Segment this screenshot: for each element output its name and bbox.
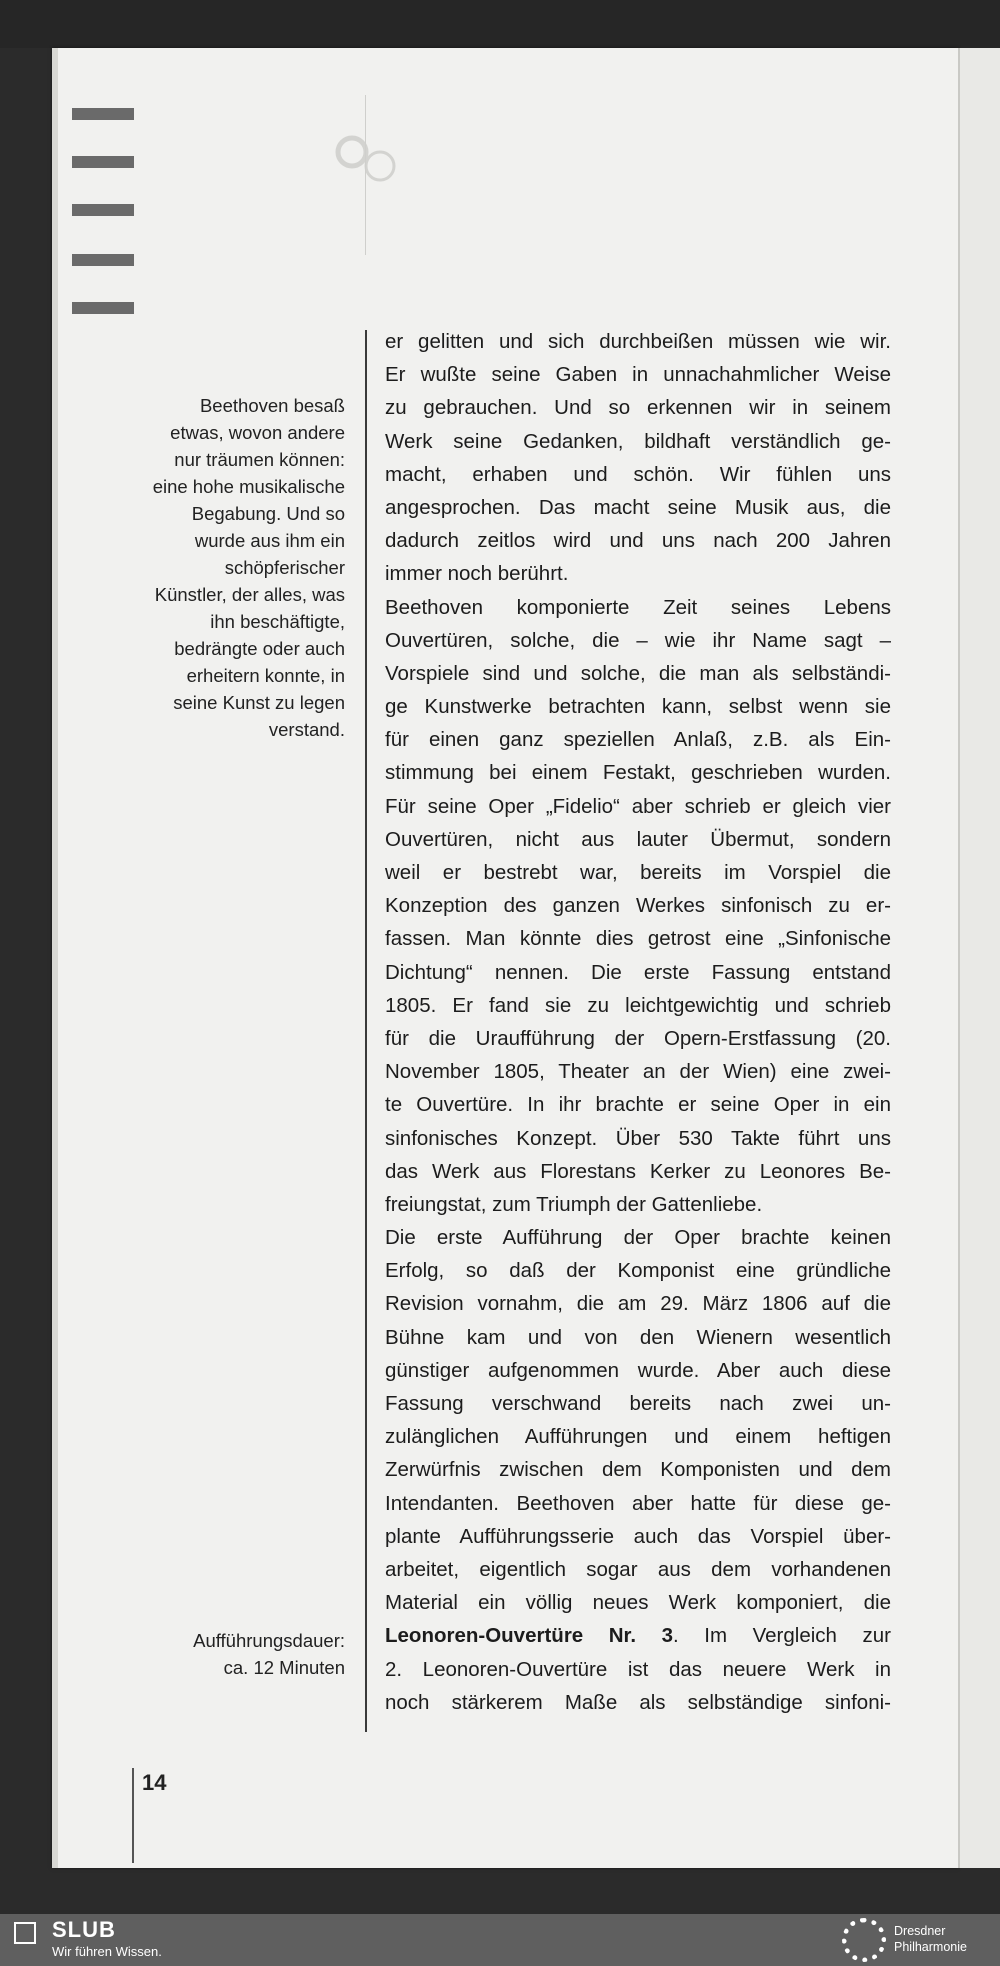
sidebar-note-line: schöpferischer (224, 557, 345, 578)
body-line: fassen. Man könnte dies getrost eine „Sinfonische (385, 927, 891, 951)
body-line: arbeitet, eigentlich sogar aus dem vorhandenen (385, 1557, 891, 1581)
body-line: Für seine Oper „Fidelio“ aber schrieb er gleich vier (385, 794, 891, 818)
slub-logo-icon (14, 1922, 36, 1944)
body-line: Dichtung“ nennen. Die erste Fassung entstand (385, 960, 891, 984)
show-through-logo-icon (330, 130, 410, 190)
body-line: Erfolg, so daß der Komponist eine gründliche (385, 1259, 891, 1283)
body-line: plante Aufführungsserie auch das Vorspiel über- (385, 1524, 891, 1548)
margin-bar (72, 302, 134, 314)
next-page-edge (958, 48, 1000, 1868)
show-through-rule (365, 95, 366, 255)
body-line: Fassung verschwand bereits nach zwei un- (385, 1392, 891, 1415)
slub-tagline: Wir führen Wissen. (52, 1944, 162, 1959)
duration-value: ca. 12 Minuten (223, 1657, 345, 1678)
sidebar-note-line: Künstler, der alles, was (154, 584, 345, 605)
body-line: macht, erhaben und schön. Wir fühlen uns (385, 462, 891, 486)
sidebar-note-line: erheitern konnte, in (186, 665, 345, 686)
body-line: für einen ganz speziellen Anlaß, z.B. als Ein- (385, 728, 891, 752)
body-line: Material ein völlig neues Werk komponiert, die (385, 1591, 891, 1615)
body-line: Zerwürfnis zwischen dem Komponisten und dem (385, 1458, 891, 1482)
performance-duration (130, 1627, 345, 1681)
body-line: er gelitten und sich durchbeißen müssen wie wir. (385, 330, 891, 353)
body-line: sinfonisches Konzept. Über 530 Takte führt uns (385, 1126, 891, 1150)
body-line-with-bold (385, 1619, 891, 1652)
article-body (385, 325, 891, 1719)
body-line: te Ouvertüre. In ihr brachte er seine Oper in ein (385, 1093, 891, 1117)
body-line: noch stärkerem Maße als selbständige sinfoni- (385, 1690, 891, 1714)
body-line: zu gebrauchen. Und so erkennen wir in seinem (385, 396, 891, 420)
margin-bar (72, 108, 134, 120)
margin-bar (72, 254, 134, 266)
body-line: Die erste Aufführung der Oper brachte keinen (385, 1226, 891, 1250)
body-line: Ouvertüren, solche, die – wie ihr Name sagt – (385, 628, 891, 652)
body-line: freiungstat, zum Triumph der Gattenliebe. (385, 1192, 763, 1216)
sidebar-note-line: wurde aus ihm ein (194, 530, 345, 551)
sidebar-note-line: bedrängte oder auch (174, 638, 345, 659)
body-line-rest: . Im Vergleich zur (673, 1624, 891, 1648)
margin-bar (72, 156, 134, 168)
body-line: zulänglichen Aufführungen und einem heftigen (385, 1425, 891, 1449)
sidebar-note-line: verstand. (268, 719, 345, 740)
partner-name[interactable] (894, 1923, 967, 1955)
sidebar-note-line: seine Kunst zu legen (173, 692, 345, 713)
body-line: November 1805, Theater an der Wien) eine zwei- (385, 1060, 891, 1084)
partner-name-line: Philharmonie (894, 1940, 967, 1954)
body-line: Intendanten. Beethoven aber hatte für diese ge- (385, 1491, 891, 1515)
philharmonie-logo-icon (842, 1918, 886, 1962)
slub-name[interactable]: SLUB (52, 1917, 116, 1942)
footer-banner (0, 1914, 1000, 1966)
sidebar-note-line: etwas, wovon andere (170, 422, 345, 443)
body-line: Revision vornahm, die am 29. März 1806 auf die (385, 1292, 891, 1316)
body-line: weil er bestrebt war, bereits im Vorspiel die (385, 861, 891, 884)
body-line: Beethoven komponierte Zeit seines Lebens (385, 595, 891, 619)
body-line: ge Kunstwerke betrachten kann, selbst wenn sie (385, 695, 891, 719)
overture-title: Leonoren-Ouvertüre Nr. 3 (385, 1624, 674, 1648)
page-number-rule (132, 1768, 134, 1863)
body-line: für die Uraufführung der Opern-Erstfassung (20. (385, 1026, 891, 1050)
body-line: Ouvertüren, nicht aus lauter Übermut, sondern (385, 827, 891, 851)
body-line: Bühne kam und von den Wienern wesentlich (385, 1325, 891, 1349)
sidebar-note-line: Beethoven besaß (199, 395, 345, 416)
column-divider (365, 330, 367, 1732)
body-line: immer noch berührt. (385, 562, 569, 586)
body-line: 2. Leonoren-Ouvertüre ist das neuere Werk in (385, 1657, 891, 1681)
body-line: 1805. Er fand sie zu leichtgewichtig und schrieb (385, 993, 891, 1017)
body-line: Werk seine Gedanken, bildhaft verständlich ge- (385, 429, 891, 453)
body-line: dadurch zeitlos wird und uns nach 200 Jahren (385, 529, 891, 553)
sidebar-note-line: eine hohe musikalische (152, 476, 345, 497)
sidebar-note-line: ihn beschäftigte, (210, 611, 345, 632)
body-line: stimmung bei einem Festakt, geschrieben wurden. (385, 761, 891, 785)
body-line: günstiger aufgenommen wurde. Aber auch diese (385, 1358, 891, 1382)
body-line: das Werk aus Florestans Kerker zu Leonores Be- (385, 1159, 891, 1183)
sidebar-note (120, 392, 345, 743)
partner-name-line: Dresdner (894, 1924, 946, 1938)
page-number: 14 (142, 1770, 167, 1795)
body-line: angesprochen. Das macht seine Musik aus, die (385, 495, 891, 519)
sidebar-note-line: nur träumen können: (174, 449, 345, 470)
scan-background-top (0, 0, 1000, 48)
body-line: Er wußte seine Gaben in unnachahmlicher Weise (385, 363, 891, 387)
sidebar-note-line: Begabung. Und so (191, 503, 345, 524)
duration-label: Aufführungsdauer: (193, 1630, 345, 1651)
body-line: Vorspiele sind und solche, die man als selbständi- (385, 661, 891, 685)
margin-bar (72, 204, 134, 216)
body-line: Konzeption des ganzen Werkes sinfonisch zu er- (385, 894, 891, 918)
